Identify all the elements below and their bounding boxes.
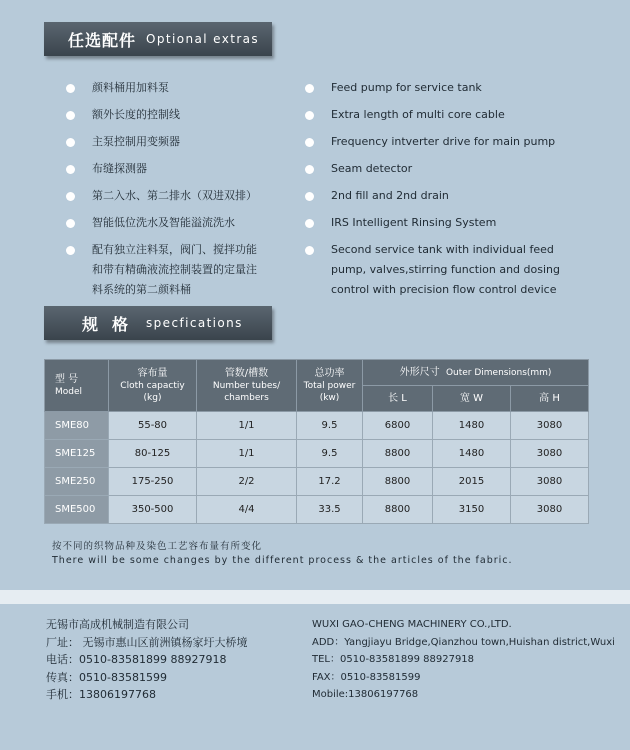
company-name-zh: 无锡市高成机械制造有限公司: [46, 618, 189, 631]
bullet-icon: [66, 219, 75, 228]
extras-section-header: [44, 22, 272, 56]
list-item: 第二入水、第二排水（双进双排）: [66, 186, 296, 206]
bullet-icon: [305, 192, 314, 201]
specs-title-zh: 规格: [82, 314, 143, 334]
bullet-icon: [305, 111, 314, 120]
mobile-zh: 手机：13806197768: [46, 688, 156, 701]
header-tubes: 管数/槽数 Number tubes/ chambers: [197, 360, 297, 412]
bullet-icon: [66, 84, 75, 93]
extras-title-en: Optional extras: [146, 32, 260, 46]
contact-zh: [46, 616, 248, 704]
header-length: 长 L: [363, 386, 433, 412]
phone-zh: 电话：0510-83581899 88927918: [46, 653, 227, 666]
specs-note: [52, 540, 513, 568]
list-item: Seam detector: [305, 159, 615, 179]
header-dimensions: 外形尺寸 Outer Dimensions(mm): [363, 360, 589, 386]
bullet-icon: [66, 192, 75, 201]
list-item: Extra length of multi core cable: [305, 105, 615, 125]
bullet-icon: [66, 246, 75, 255]
fax-zh: 传真：0510-83581599: [46, 670, 167, 684]
list-item: Feed pump for service tank: [305, 78, 615, 98]
bullet-icon: [66, 111, 75, 120]
table-row: SME500 350-500 4/4 33.5 8800 3150 3080: [45, 496, 589, 524]
header-power: 总功率 Total power (kw): [297, 360, 363, 412]
bullet-icon: [305, 165, 314, 174]
contact-en: [312, 616, 615, 704]
extras-list-zh: [66, 78, 296, 307]
fax-en: FAX：0510-83581599: [312, 671, 421, 683]
bullet-icon: [305, 219, 314, 228]
note-zh: 按不同的织物品种及染色工艺容布量有所变化: [52, 541, 263, 552]
table-row: SME250 175-250 2/2 17.2 8800 2015 3080: [45, 468, 589, 496]
specs-table: [44, 359, 589, 524]
header-model: 型 号 Model: [45, 360, 109, 412]
header-width: 宽 W: [433, 386, 511, 412]
bullet-icon: [305, 138, 314, 147]
header-capacity: 容布量 Cloth capactiy (kg): [109, 360, 197, 412]
address-zh: 厂址： 无锡市惠山区前洲镇杨家圩大桥境: [46, 635, 248, 649]
list-item: 智能低位洗水及智能溢流洗水: [66, 213, 296, 233]
extras-title-zh: 任选配件: [68, 30, 137, 50]
address-en: ADD：Yangjiayu Bridge,Qianzhou town,Huishan district,Wuxi: [312, 636, 615, 648]
bullet-icon: [66, 138, 75, 147]
phone-en: TEL：0510-83581899 88927918: [312, 654, 475, 665]
specs-title-en: specfications: [146, 316, 243, 330]
list-item: 额外长度的控制线: [66, 105, 296, 125]
note-en: There will be some changes by the different process & the articles of the fabric.: [52, 555, 513, 566]
list-item: IRS Intelligent Rinsing System: [305, 213, 615, 233]
specs-section-header: [44, 306, 272, 340]
list-item: 颜料桶用加料泵: [66, 78, 296, 98]
header-height: 高 H: [511, 386, 589, 412]
list-item: 2nd fill and 2nd drain: [305, 186, 615, 206]
bullet-icon: [66, 165, 75, 174]
company-name-en: WUXI GAO-CHENG MACHINERY CO.,LTD.: [312, 619, 512, 630]
list-item: 布缝探测器: [66, 159, 296, 179]
list-item: Frequency intverter drive for main pump: [305, 132, 615, 152]
list-item: 配有独立注料泵，阀门、搅拌功能 和带有精确液流控制装置的定量注 料系统的第二颜料桶: [66, 240, 296, 300]
bullet-icon: [305, 84, 314, 93]
footer-divider: [0, 590, 630, 604]
list-item: 主泵控制用变频器: [66, 132, 296, 152]
mobile-en: Mobile:13806197768: [312, 689, 419, 700]
extras-list-en: [305, 78, 615, 307]
table-row: SME80 55-80 1/1 9.5 6800 1480 3080: [45, 412, 589, 440]
bullet-icon: [305, 246, 314, 255]
list-item: Second service tank with individual feed pump, valves,stirring function and dosing control with precision flow control device: [305, 240, 615, 300]
table-row: SME125 80-125 1/1 9.5 8800 1480 3080: [45, 440, 589, 468]
